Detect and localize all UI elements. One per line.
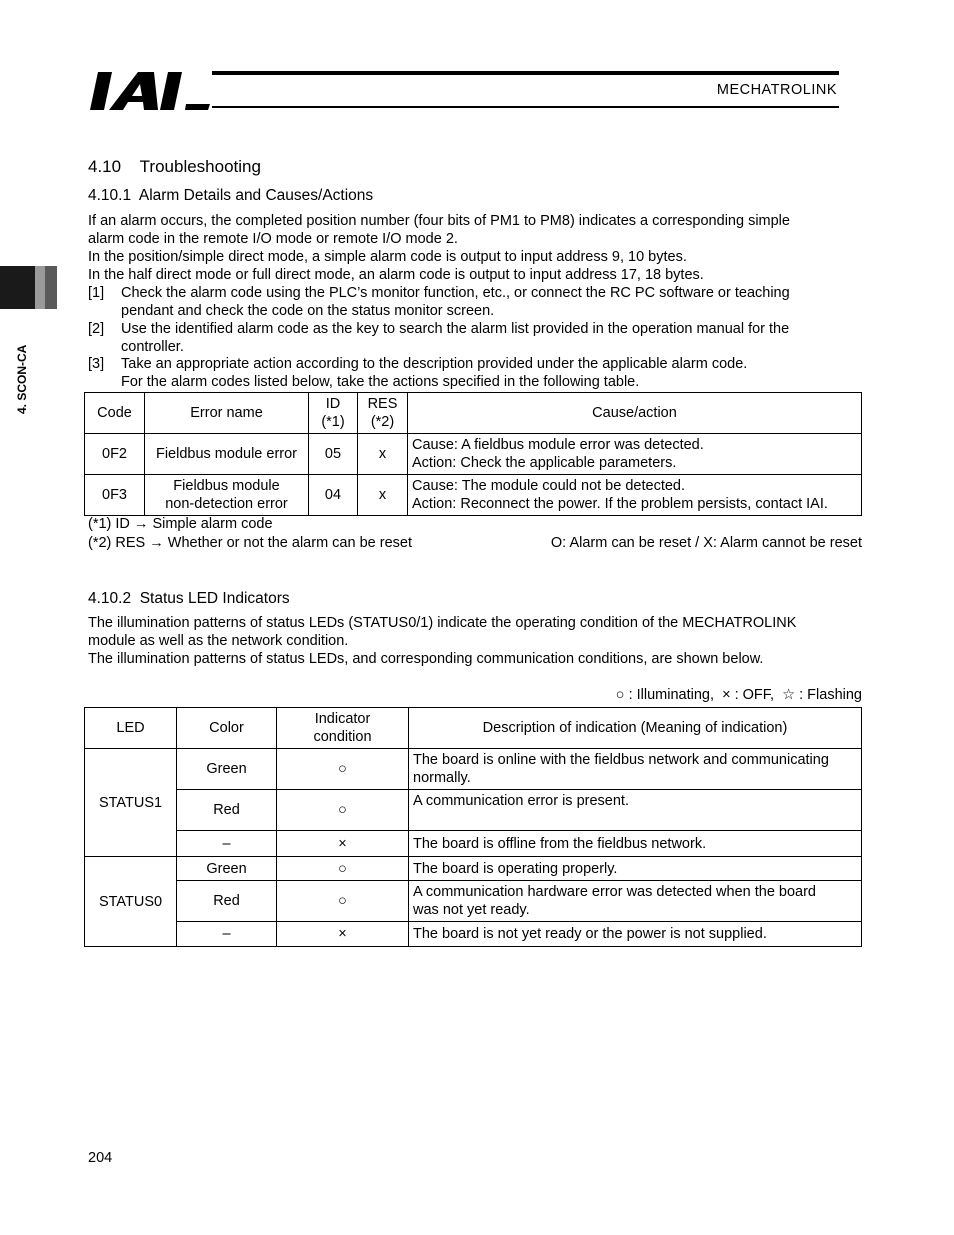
led-description: The board is offline from the fieldbus network. xyxy=(409,831,862,857)
description-line: normally. xyxy=(413,770,471,786)
footnote-2: (*2) RES → Whether or not the alarm can be reset xyxy=(88,535,412,551)
indicator-symbol: ○ xyxy=(277,881,409,922)
step-text: controller. xyxy=(121,339,184,355)
table-row xyxy=(85,434,862,475)
alarm-code: 0F2 xyxy=(85,434,145,475)
header-description: Description of indication (Meaning of indication) xyxy=(409,708,862,749)
product-name: MECHATROLINK xyxy=(716,82,837,98)
paragraph: module as well as the network condition. xyxy=(88,633,349,649)
alarm-name: Fieldbus module error xyxy=(145,434,309,475)
led-legend: ○ : Illuminating, × : OFF, ☆ : Flashing xyxy=(615,687,862,703)
led-color: Red xyxy=(177,881,277,922)
header-id-line: ID xyxy=(325,396,341,412)
cause-line: Cause: A fieldbus module error was detected. xyxy=(412,437,704,453)
header-indicator-line: condition xyxy=(313,729,372,745)
header-error-name: Error name xyxy=(145,393,309,434)
subsection-title: 4.10.2 Status LED Indicators xyxy=(88,590,290,607)
header-res xyxy=(358,393,408,434)
alarm-table xyxy=(84,392,862,516)
header-res-line: RES xyxy=(367,396,398,412)
chapter-label: 4. SCON-CA xyxy=(15,344,29,414)
table-row xyxy=(85,831,862,857)
description-line: The board is online with the fieldbus network and communicating xyxy=(413,752,829,768)
indicator-symbol: ○ xyxy=(277,857,409,881)
alarm-res: x xyxy=(358,475,408,516)
indicator-symbol: ○ xyxy=(277,749,409,790)
header-rule-bottom xyxy=(212,106,839,108)
paragraph: In the half direct mode or full direct mode, an alarm code is output to input address 17, 18 bytes. xyxy=(88,267,704,283)
step-number: [1] xyxy=(88,285,105,301)
alarm-name xyxy=(145,475,309,516)
alarm-res: x xyxy=(358,434,408,475)
cause-line: Cause: The module could not be detected. xyxy=(412,478,686,494)
alarm-cause-action xyxy=(408,434,862,475)
led-color: Red xyxy=(177,790,277,831)
step-number: [3] xyxy=(88,356,105,372)
header-id-line: (*1) xyxy=(321,414,345,430)
page-number: 204 xyxy=(88,1150,113,1166)
table-row xyxy=(85,790,862,831)
indicator-symbol: × xyxy=(277,831,409,857)
paragraph: In the position/simple direct mode, a simple alarm code is output to input address 9, 10 bytes. xyxy=(88,249,687,265)
iai-logo xyxy=(90,70,210,112)
table-row xyxy=(85,475,862,516)
led-color: Green xyxy=(177,857,277,881)
header-indicator-line: Indicator xyxy=(314,711,371,727)
reset-legend: O: Alarm can be reset / X: Alarm cannot be reset xyxy=(550,535,862,551)
step-text: Check the alarm code using the PLC’s monitor function, etc., or connect the RC PC software or teaching xyxy=(121,285,790,301)
step-number: [2] xyxy=(88,321,105,337)
section-title: 4.10 Troubleshooting xyxy=(88,157,261,176)
subsection-title: 4.10.1 Alarm Details and Causes/Actions xyxy=(88,187,374,204)
chapter-tab xyxy=(0,266,35,309)
paragraph: The illumination patterns of status LEDs (STATUS0/1) indicate the operating condition of the MECHATROLINK xyxy=(88,615,797,631)
indicator-symbol: ○ xyxy=(277,790,409,831)
paragraph: The illumination patterns of status LEDs, and corresponding communication conditions, are shown below. xyxy=(88,651,764,667)
led-description xyxy=(409,749,862,790)
action-line: Action: Reconnect the power. If the problem persists, contact IAI. xyxy=(412,496,828,512)
chapter-tab-stripe xyxy=(45,266,57,309)
description-line: A communication hardware error was detected when the board xyxy=(413,884,816,900)
alarm-id: 04 xyxy=(309,475,358,516)
chapter-tab-stripe xyxy=(35,266,45,309)
indicator-symbol: × xyxy=(277,922,409,947)
action-line: Action: Check the applicable parameters. xyxy=(412,455,677,471)
header-id xyxy=(309,393,358,434)
alarm-cause-action xyxy=(408,475,862,516)
table-header-row xyxy=(85,708,862,749)
description-line: was not yet ready. xyxy=(413,902,530,918)
table-row xyxy=(85,922,862,947)
step-text: For the alarm codes listed below, take the actions specified in the following table. xyxy=(121,374,640,390)
table-row xyxy=(85,881,862,922)
header-led: LED xyxy=(85,708,177,749)
header-code: Code xyxy=(85,393,145,434)
header-cause-action: Cause/action xyxy=(408,393,862,434)
alarm-code: 0F3 xyxy=(85,475,145,516)
step-text: pendant and check the code on the status monitor screen. xyxy=(121,303,495,319)
alarm-id: 05 xyxy=(309,434,358,475)
alarm-name-line: Fieldbus module xyxy=(173,478,280,494)
table-row xyxy=(85,857,862,881)
step-text: Take an appropriate action according to the description provided under the applicable alarm code. xyxy=(121,356,748,372)
led-description xyxy=(409,881,862,922)
table-row xyxy=(85,749,862,790)
header-rule-top xyxy=(212,71,839,75)
header-indicator xyxy=(277,708,409,749)
paragraph: If an alarm occurs, the completed position number (four bits of PM1 to PM8) indicates a corresponding simple xyxy=(88,213,790,229)
paragraph: alarm code in the remote I/O mode or remote I/O mode 2. xyxy=(88,231,458,247)
led-color: – xyxy=(177,922,277,947)
header-color: Color xyxy=(177,708,277,749)
table-header-row xyxy=(85,393,862,434)
led-table xyxy=(84,707,862,947)
led-color: – xyxy=(177,831,277,857)
led-color: Green xyxy=(177,749,277,790)
step-text: Use the identified alarm code as the key to search the alarm list provided in the operation manual for the xyxy=(121,321,790,337)
led-description: A communication error is present. xyxy=(409,790,862,831)
alarm-name-line: non-detection error xyxy=(165,496,288,512)
footnote-1: (*1) ID → Simple alarm code xyxy=(88,516,273,532)
led-name: STATUS1 xyxy=(85,749,177,857)
led-description: The board is not yet ready or the power is not supplied. xyxy=(409,922,862,947)
header-res-line: (*2) xyxy=(370,414,395,430)
led-name: STATUS0 xyxy=(85,857,177,947)
led-description: The board is operating properly. xyxy=(409,857,862,881)
